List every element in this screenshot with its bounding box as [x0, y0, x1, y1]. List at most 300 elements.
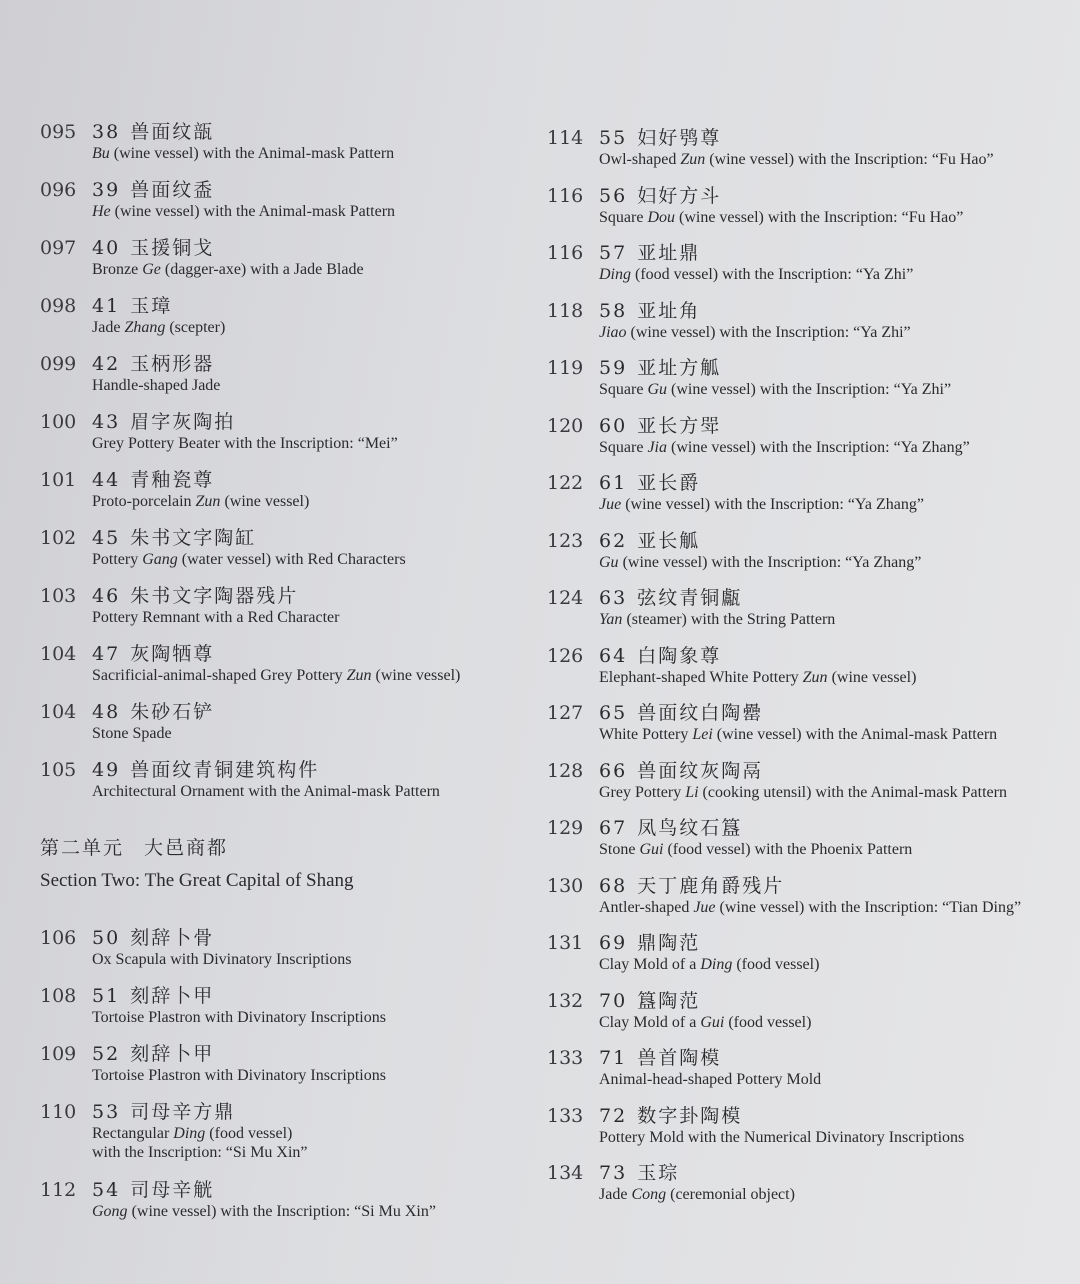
entry-body: [599, 529, 921, 587]
catalog-entry: [40, 700, 530, 758]
page-number: 109: [40, 1043, 77, 1065]
entry-number: 55: [599, 127, 628, 149]
catalog-entry: [547, 644, 1067, 702]
page-number: 098: [40, 295, 77, 317]
entry-number: 68: [599, 874, 628, 897]
english-text: (food vessel): [724, 1013, 812, 1031]
english-text: White Pottery: [599, 726, 693, 743]
entry-body: [599, 1161, 795, 1219]
entry-name-english: [92, 550, 406, 569]
entry-body: [92, 584, 339, 642]
entry-number: 42: [92, 353, 121, 375]
english-text: Jade: [599, 1186, 632, 1203]
entry-title-chinese: [599, 356, 951, 380]
english-text: (dagger-axe) with a Jade Blade: [160, 261, 364, 278]
entry-name-chinese: 凤鸟纹石簋: [637, 817, 743, 839]
entry-name-chinese: 兽面纹盉: [130, 179, 215, 201]
page-number: 119: [547, 357, 584, 379]
english-text: (wine vessel) with the Inscription: “Ya Zhang”: [618, 553, 922, 571]
entry-number: 69: [599, 932, 628, 954]
english-text: Pottery: [92, 551, 143, 568]
english-text: (food vessel): [205, 1125, 293, 1142]
entry-number: 67: [599, 817, 628, 839]
catalog-list-right: [547, 126, 1067, 1219]
italic-term: Zun: [802, 668, 828, 686]
english-text: (wine vessel): [220, 493, 310, 510]
entry-title-chinese: [599, 759, 1007, 783]
english-text: (wine vessel) with the Inscription: “Ya Zhi”: [626, 323, 911, 341]
catalog-list-section-two: [40, 926, 530, 1236]
english-text: (wine vessel) with the Inscription: “Ya Zhi”: [667, 381, 952, 398]
entry-name-chinese: 兽首陶模: [637, 1047, 722, 1069]
english-text: (wine vessel) with the Inscription: “Tian Ding”: [715, 898, 1022, 916]
entry-number: 70: [599, 989, 628, 1012]
entry-name-chinese: 亚址鼎: [637, 242, 701, 264]
catalog-entry: [547, 1104, 1067, 1162]
entry-name-english: [599, 955, 819, 974]
english-text: Rectangular: [92, 1125, 174, 1142]
entry-name-english: [92, 492, 309, 511]
catalog-entry: [547, 816, 1067, 874]
entry-number: 45: [92, 527, 121, 549]
entry-body: [92, 758, 440, 816]
entry-name-english: [599, 725, 997, 744]
entry-number: 47: [92, 643, 121, 665]
entry-name-english: [92, 1124, 308, 1162]
english-text: (food vessel): [732, 956, 820, 973]
entry-title-chinese: [92, 526, 406, 550]
italic-term: Dou: [647, 208, 675, 226]
entry-name-chinese: 妇好方斗: [637, 184, 722, 207]
entry-name-english: [599, 1070, 821, 1089]
entry-title-chinese: [599, 1104, 964, 1128]
english-text: (wine vessel) with the Inscription: “Fu Hao”: [675, 208, 964, 226]
entry-number: 58: [599, 299, 628, 322]
page-number: 118: [547, 299, 584, 322]
italic-term: Gui: [700, 1013, 725, 1031]
english-text: Square: [599, 438, 648, 456]
entry-name-english: [92, 666, 460, 685]
italic-term: Gu: [647, 381, 667, 398]
entry-name-chinese: 亚长觚: [637, 529, 701, 552]
english-text: Clay Mold of a: [599, 956, 701, 973]
entry-name-english: [92, 434, 398, 453]
entry-name-chinese: 青釉瓷尊: [130, 469, 215, 491]
page-number: 106: [40, 927, 77, 949]
english-text: Square: [599, 208, 648, 226]
entry-body: [92, 352, 220, 410]
entry-title-chinese: [599, 299, 911, 323]
english-text: (cooking utensil) with the Animal-mask Pattern: [698, 783, 1007, 801]
entry-number: 54: [92, 1179, 121, 1201]
catalog-entry: [547, 241, 1067, 299]
italic-term: Gong: [92, 1203, 128, 1220]
entry-number: 38: [92, 121, 121, 143]
entry-number: 66: [599, 759, 628, 782]
entry-title-chinese: [92, 926, 352, 950]
entry-title-chinese: [599, 816, 912, 840]
entry-name-english: [92, 950, 352, 969]
page-number: 097: [40, 237, 77, 259]
entry-number: 64: [599, 644, 628, 667]
english-text: Owl-shaped: [599, 151, 681, 168]
entry-name-chinese: 刻辞卜骨: [130, 927, 215, 949]
catalog-entry: [547, 184, 1067, 242]
section-title-chinese: [40, 834, 530, 862]
english-text: Grey Pottery Beater with the Inscription: “Mei”: [92, 435, 398, 452]
page-number: 133: [547, 1047, 584, 1069]
entry-body: [599, 1104, 964, 1162]
english-text: (wine vessel) with the Animal-mask Pattern: [712, 726, 998, 743]
entry-title-chinese: [92, 178, 395, 202]
entry-title-chinese: [92, 584, 339, 608]
entry-number: 61: [599, 472, 628, 494]
entry-title-chinese: [599, 1046, 821, 1070]
italic-term: Gu: [599, 553, 619, 571]
entry-number: 51: [92, 985, 121, 1007]
english-text: (wine vessel): [371, 667, 461, 684]
entry-body: [599, 1046, 821, 1104]
entry-name-chinese: 司母辛方鼎: [130, 1101, 236, 1123]
entry-name-chinese: 兽面纹青铜建筑构件: [130, 759, 320, 781]
page-number: 112: [40, 1179, 77, 1201]
entry-name-chinese: 兽面纹白陶罍: [637, 702, 764, 724]
catalog-entry: [40, 410, 530, 468]
entry-title-chinese: [92, 984, 386, 1008]
entry-title-chinese: [92, 700, 214, 724]
italic-term: Ding: [700, 956, 733, 973]
entry-body: [92, 1100, 308, 1178]
italic-term: Jiao: [599, 323, 627, 341]
catalog-entry: [547, 1046, 1067, 1104]
entry-body: [92, 178, 395, 236]
entry-body: [92, 410, 398, 468]
catalog-entry: [40, 926, 530, 984]
entry-number: 60: [599, 414, 628, 437]
page-number: 102: [40, 527, 77, 549]
catalog-entry: [40, 584, 530, 642]
entry-name-chinese: 玉援铜戈: [130, 237, 215, 259]
catalog-entry: [40, 642, 530, 700]
entry-body: [599, 989, 811, 1047]
entry-name-english: [92, 260, 364, 279]
english-text: Tortoise Plastron with Divinatory Inscriptions: [92, 1067, 386, 1084]
entry-title-chinese: [92, 294, 225, 318]
entry-name-chinese: 司母辛觥: [130, 1179, 215, 1201]
page-number: 132: [547, 989, 584, 1012]
english-text: Ox Scapula with Divinatory Inscriptions: [92, 951, 352, 968]
entry-title-chinese: [599, 241, 913, 265]
page-number: 105: [40, 759, 77, 781]
catalog-entry: [547, 874, 1067, 932]
page-number: 114: [547, 127, 584, 149]
english-text: Tortoise Plastron with Divinatory Inscriptions: [92, 1009, 386, 1026]
english-text: Jade: [92, 319, 125, 336]
english-text: with the Inscription: “Si Mu Xin”: [92, 1144, 308, 1161]
entry-number: 44: [92, 469, 121, 491]
entry-name-english: [599, 668, 916, 687]
catalog-entry: [40, 1100, 530, 1178]
catalog-entry: [40, 1178, 530, 1236]
entry-name-english: [599, 438, 970, 457]
entry-title-chinese: [599, 701, 997, 725]
entry-body: [599, 241, 913, 299]
entry-title-chinese: [92, 236, 364, 260]
catalog-entry: [547, 759, 1067, 817]
entry-title-chinese: [599, 471, 924, 495]
italic-term: Jue: [599, 496, 622, 513]
page-number: 095: [40, 121, 77, 143]
page-number: 124: [547, 587, 584, 609]
entry-number: 63: [599, 587, 628, 609]
english-text: (wine vessel) with the Inscription: “Si Mu Xin”: [127, 1203, 436, 1220]
entry-name-english: [599, 553, 921, 572]
entry-body: [599, 471, 924, 529]
catalog-entry: [547, 701, 1067, 759]
entry-number: 49: [92, 759, 121, 781]
entry-number: 73: [599, 1162, 628, 1184]
italic-term: Jia: [647, 438, 667, 456]
section-title-english: Section Two: The Great Capital of Shang: [40, 870, 354, 891]
page-number: 116: [547, 242, 584, 264]
entry-name-chinese: 妇好鸮尊: [637, 127, 722, 149]
italic-term: Yan: [599, 611, 623, 628]
entry-title-chinese: [92, 120, 394, 144]
entry-name-chinese: 亚址方觚: [637, 357, 722, 379]
entry-body: [599, 184, 963, 242]
catalog-entry: [40, 984, 530, 1042]
entry-number: 43: [92, 411, 121, 433]
entry-name-english: [92, 1202, 436, 1221]
entry-name-english: [599, 898, 1021, 917]
english-text: Pottery Remnant with a Red Character: [92, 609, 340, 626]
english-text: (ceremonial object): [666, 1186, 795, 1203]
page-number: 127: [547, 702, 584, 724]
entry-title-chinese: [599, 184, 963, 208]
entry-name-english: [92, 1008, 386, 1027]
entry-name-chinese: 兽面纹瓿: [130, 121, 215, 143]
italic-term: Gang: [142, 551, 178, 568]
entry-title-chinese: [92, 758, 440, 782]
english-text: Antler-shaped: [599, 898, 694, 916]
page-number: 120: [547, 414, 584, 437]
entry-name-english: [599, 1013, 811, 1032]
left-column: [40, 120, 530, 1236]
entry-number: 53: [92, 1101, 121, 1123]
entry-name-english: [599, 840, 912, 859]
english-text: (wine vessel): [827, 668, 917, 686]
entry-number: 65: [599, 702, 628, 724]
entry-name-chinese: 亚长方斝: [637, 414, 722, 437]
english-text: Stone: [599, 841, 640, 858]
catalog-entry: [40, 526, 530, 584]
page-number: 131: [547, 932, 584, 954]
entry-name-chinese: 数字卦陶模: [637, 1104, 743, 1127]
catalog-entry: [547, 471, 1067, 529]
entry-name-english: [92, 724, 214, 743]
catalog-entry: [547, 414, 1067, 472]
english-text: (wine vessel) with the Inscription: “Ya Zhang”: [666, 438, 970, 456]
entry-title-chinese: [599, 529, 921, 553]
entry-title-chinese: [599, 874, 1021, 898]
entry-number: 56: [599, 184, 628, 207]
english-text: (wine vessel) with the Inscription: “Fu Hao”: [705, 151, 994, 168]
entry-title-chinese: [599, 414, 970, 438]
italic-term: Zun: [346, 667, 372, 684]
right-column: [547, 126, 1067, 1219]
entry-name-english: [92, 782, 440, 801]
catalog-entry: [547, 529, 1067, 587]
entry-body: [599, 299, 911, 357]
entry-body: [599, 816, 912, 874]
entry-body: [599, 644, 916, 702]
entry-number: 59: [599, 357, 628, 379]
english-text: Clay Mold of a: [599, 1013, 701, 1031]
entry-name-chinese: 朱砂石铲: [130, 701, 215, 723]
entry-body: [92, 1178, 436, 1236]
italic-term: Bu: [92, 145, 110, 162]
entry-name-english: [92, 376, 220, 395]
english-text: (water vessel) with Red Characters: [177, 551, 406, 568]
entry-title-chinese: [92, 642, 460, 666]
catalog-entry: [547, 126, 1067, 184]
catalog-list-section-one: [40, 120, 530, 816]
entry-name-english: [92, 608, 339, 627]
english-text: Square: [599, 381, 648, 398]
english-text: (wine vessel) with the Animal-mask Pattern: [110, 203, 396, 220]
entry-name-chinese: 亚址角: [637, 299, 701, 322]
page-number: 130: [547, 874, 584, 897]
entry-title-chinese: [92, 1178, 436, 1202]
entry-name-english: [599, 208, 963, 227]
entry-name-chinese: 灰陶牺尊: [130, 643, 215, 665]
entry-body: [599, 759, 1007, 817]
entry-name-english: [599, 265, 913, 284]
catalog-entry: [40, 178, 530, 236]
catalog-entry: [40, 294, 530, 352]
entry-title-chinese: [92, 468, 309, 492]
page-number: 123: [547, 529, 584, 552]
catalog-entry: [40, 120, 530, 178]
entry-name-chinese: 眉字灰陶拍: [130, 411, 236, 433]
entry-name-english: [92, 202, 395, 221]
english-text: Grey Pottery: [599, 783, 686, 801]
entry-name-english: [599, 323, 911, 342]
catalog-entry: [40, 468, 530, 526]
entry-number: 40: [92, 237, 121, 259]
italic-term: Zun: [195, 493, 221, 510]
entry-body: [599, 126, 994, 184]
entry-name-english: [92, 144, 394, 163]
entry-name-chinese: 天丁鹿角爵残片: [637, 874, 785, 897]
entry-name-chinese: 朱书文字陶器残片: [130, 585, 299, 607]
entry-name-english: [92, 318, 225, 337]
page-number: 129: [547, 817, 584, 839]
entry-title-chinese: [599, 126, 994, 150]
italic-term: Zhang: [124, 319, 166, 336]
entry-name-chinese: 玉琮: [637, 1162, 680, 1184]
entry-name-chinese: 兽面纹灰陶鬲: [637, 759, 764, 782]
entry-body: [599, 701, 997, 759]
entry-body: [92, 1042, 386, 1100]
english-text: Stone Spade: [92, 725, 172, 742]
entry-body: [92, 700, 214, 758]
page-number: 128: [547, 759, 584, 782]
section-unit-name: 大邑商都: [144, 837, 229, 859]
page-number: 122: [547, 472, 584, 494]
entry-body: [92, 468, 309, 526]
catalog-entry: [547, 586, 1067, 644]
entry-name-chinese: 朱书文字陶缸: [130, 527, 257, 549]
english-text: (scepter): [165, 319, 226, 336]
entry-name-english: [599, 150, 994, 169]
entry-title-chinese: [92, 1042, 386, 1066]
italic-term: Gui: [639, 841, 664, 858]
page-number: 116: [547, 184, 584, 207]
page-number: 101: [40, 469, 77, 491]
english-text: (wine vessel) with the Inscription: “Ya Zhang”: [621, 496, 924, 513]
entry-number: 48: [92, 701, 121, 723]
catalog-entry: [547, 989, 1067, 1047]
entry-number: 62: [599, 529, 628, 552]
section-unit-label: 第二单元: [40, 837, 125, 859]
entry-body: [92, 120, 394, 178]
catalog-entry: [40, 352, 530, 410]
entry-name-english: [599, 610, 835, 629]
entry-name-chinese: 白陶象尊: [637, 644, 722, 667]
entry-number: 39: [92, 179, 121, 201]
entry-title-chinese: [599, 644, 916, 668]
page-number: 100: [40, 411, 77, 433]
page-number: 104: [40, 701, 77, 723]
entry-number: 46: [92, 585, 121, 607]
entry-name-chinese: 鼎陶范: [637, 932, 701, 954]
entry-number: 50: [92, 927, 121, 949]
entry-name-chinese: 弦纹青铜甗: [637, 587, 743, 609]
page-number: 108: [40, 985, 77, 1007]
entry-title-chinese: [599, 1161, 795, 1185]
english-text: Architectural Ornament with the Animal-mask Pattern: [92, 783, 440, 800]
entry-name-english: [599, 495, 924, 514]
catalog-entry: [40, 1042, 530, 1100]
catalog-entry: [547, 1161, 1067, 1219]
italic-term: Cong: [631, 1186, 667, 1203]
italic-term: He: [92, 203, 111, 220]
entry-body: [92, 294, 225, 352]
entry-body: [92, 642, 460, 700]
page-number: 104: [40, 643, 77, 665]
english-text: Pottery Mold with the Numerical Divinatory Inscriptions: [599, 1128, 965, 1146]
italic-term: Lei: [692, 726, 713, 743]
entry-name-english: [92, 1066, 386, 1085]
entry-body: [599, 586, 835, 644]
page-number: 099: [40, 353, 77, 375]
page-number: 126: [547, 644, 584, 667]
entry-name-english: [599, 1185, 795, 1204]
entry-body: [599, 356, 951, 414]
catalog-entry: [547, 356, 1067, 414]
entry-name-chinese: 刻辞卜甲: [130, 1043, 215, 1065]
english-text: (wine vessel) with the Animal-mask Pattern: [109, 145, 395, 162]
italic-term: Zun: [680, 151, 706, 168]
entry-number: 72: [599, 1104, 628, 1127]
section-heading: [40, 834, 530, 896]
entry-number: 57: [599, 242, 628, 264]
english-text: Animal-head-shaped Pottery Mold: [599, 1071, 822, 1088]
catalog-entry: [547, 931, 1067, 989]
entry-name-english: [599, 380, 951, 399]
catalog-entry: [40, 236, 530, 294]
